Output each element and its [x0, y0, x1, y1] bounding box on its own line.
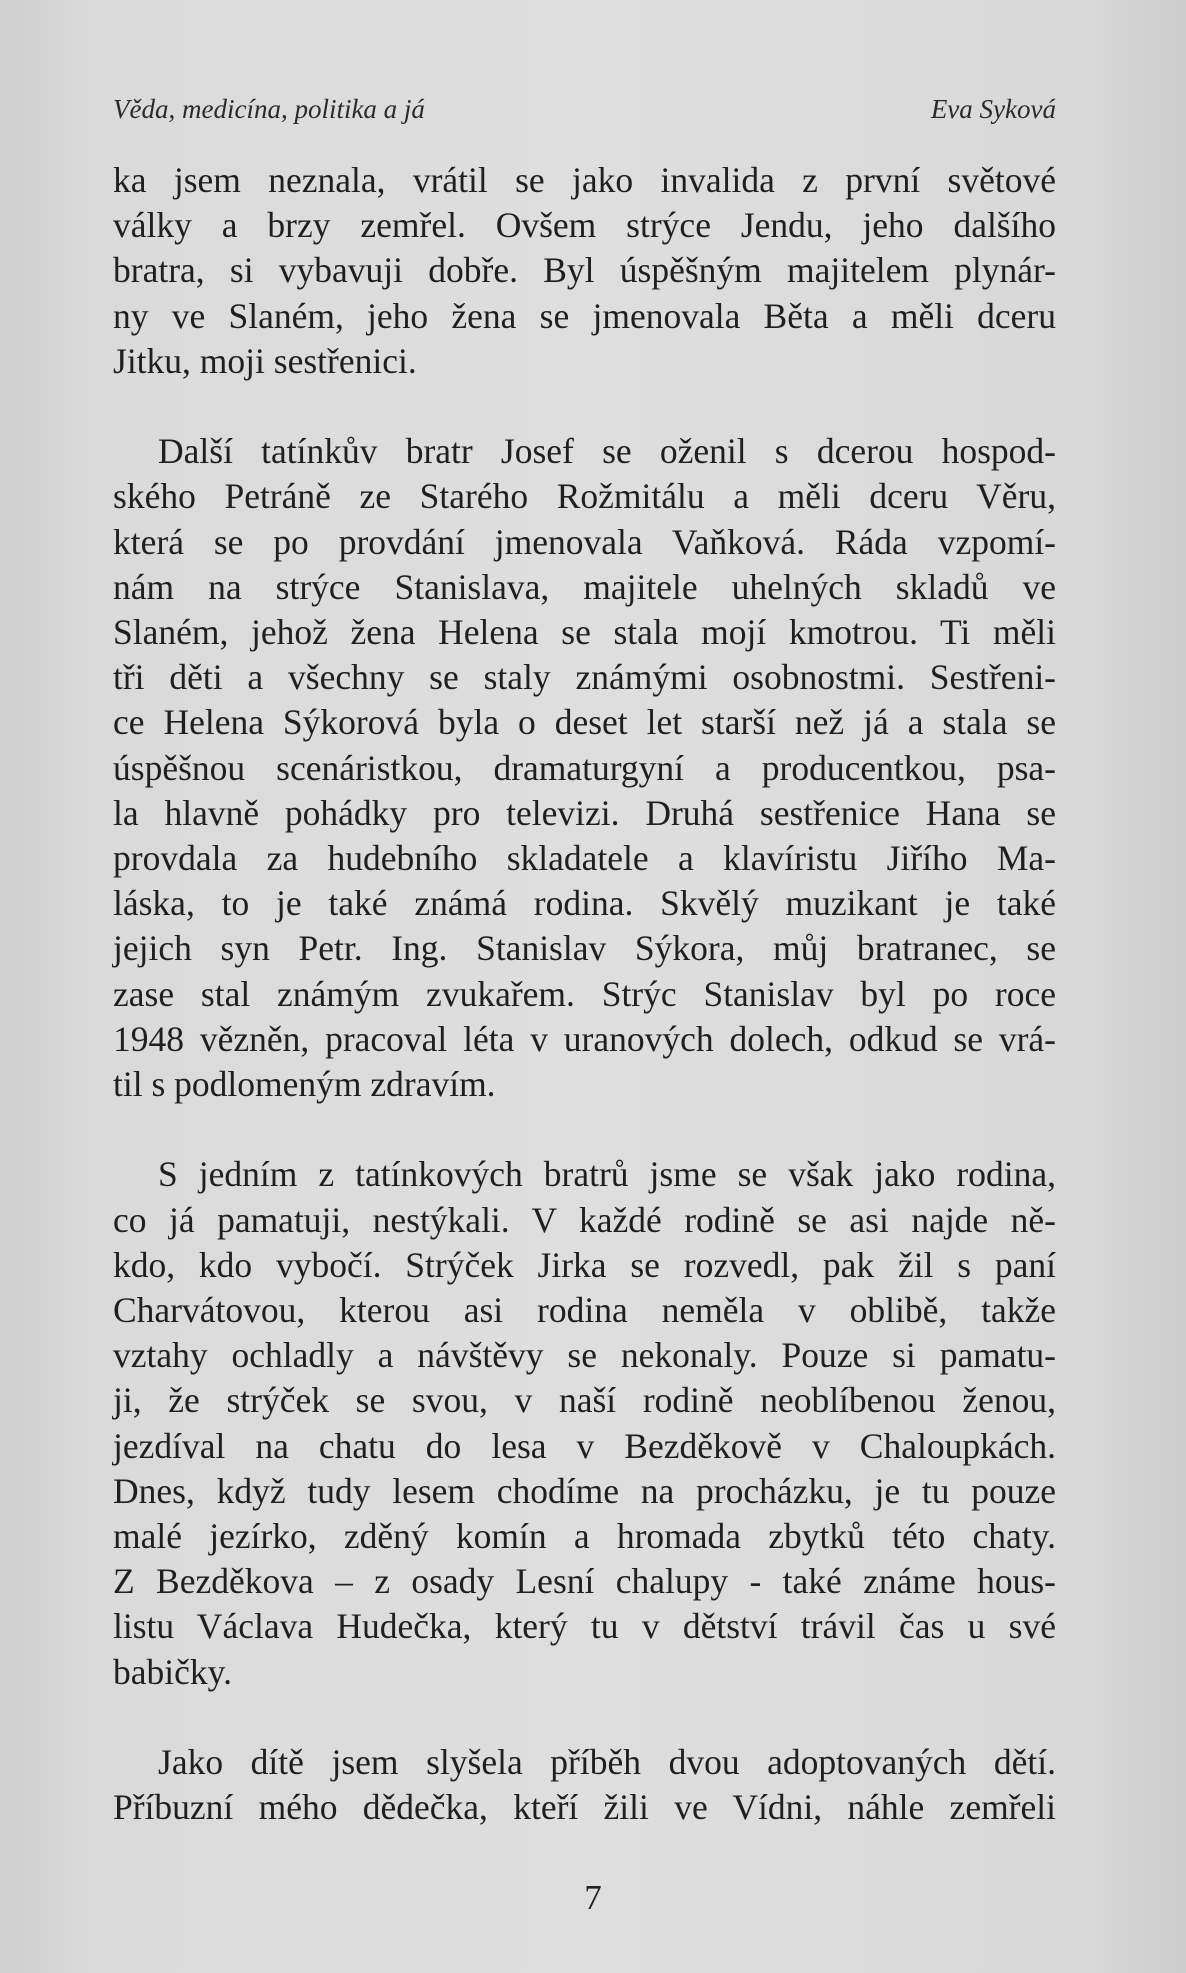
text-line: S jedním z tatínkových bratrů jsme se však jako rodina,	[158, 1154, 1056, 1195]
text-line: malé jezírko, zděný komín a hromada zbytků této chaty.	[113, 1516, 1056, 1557]
text-line: babičky.	[113, 1651, 232, 1692]
text-line: la hlavně pohádky pro televizi. Druhá sestřenice Hana se	[113, 792, 1056, 833]
text-line: která se po provdání jmenovala Vaňková. Ráda vzpomí-	[113, 521, 1056, 562]
text-line: vztahy ochladly a návštěvy se nekonaly. Pouze si pamatu-	[113, 1335, 1056, 1376]
text-line: Z Bezděkova – z osady Lesní chalupy - také známe hous-	[113, 1561, 1056, 1602]
text-line: Další tatínkův bratr Josef se oženil s dcerou hospod-	[158, 431, 1056, 472]
text-line: ny ve Slaném, jeho žena se jmenovala Běta a měli dceru	[113, 295, 1056, 336]
body-text	[113, 158, 1056, 1830]
text-line: láska, to je také známá rodina. Skvělý muzikant je také	[113, 883, 1056, 924]
text-line: kdo, kdo vybočí. Strýček Jirka se rozvedl, pak žil s paní	[113, 1244, 1056, 1285]
text-line: úspěšnou scenáristkou, dramaturgyní a producentkou, psa-	[113, 747, 1056, 788]
paragraph-gap	[113, 384, 1056, 429]
text-line: Dnes, když tudy lesem chodíme na procházku, je tu pouze	[113, 1470, 1056, 1511]
text-line: ského Petráně ze Starého Rožmitálu a měli dceru Věru,	[113, 476, 1056, 517]
paragraph	[113, 1740, 1056, 1830]
text-line: tři děti a všechny se staly známými osobnostmi. Sestřeni-	[113, 657, 1056, 698]
text-line: ji, že strýček se svou, v naší rodině neoblíbenou ženou,	[113, 1380, 1056, 1421]
text-line: ce Helena Sýkorová byla o deset let starší než já a stala se	[113, 702, 1056, 743]
text-line: co já pamatuji, nestýkali. V každé rodině se asi najde ně-	[113, 1199, 1056, 1240]
paragraph-gap	[113, 1695, 1056, 1740]
text-line: Jako dítě jsem slyšela příběh dvou adoptovaných dětí.	[158, 1742, 1056, 1783]
text-line: Jitku, moji sestřenici.	[113, 340, 417, 381]
text-line: jezdíval na chatu do lesa v Bezděkově v Chaloupkách.	[113, 1425, 1056, 1466]
text-line: listu Václava Hudečka, který tu v dětství trávil čas u své	[113, 1606, 1056, 1647]
text-line: jejich syn Petr. Ing. Stanislav Sýkora, můj bratranec, se	[113, 928, 1056, 969]
text-line: války a brzy zemřel. Ovšem strýce Jendu, jeho dalšího	[113, 205, 1056, 246]
page-number: 7	[584, 1878, 602, 1917]
text-line: bratra, si vybavuji dobře. Byl úspěšným majitelem plynár-	[113, 250, 1056, 291]
text-line: provdala za hudebního skladatele a klavíristu Jiřího Ma-	[113, 838, 1056, 879]
paragraph	[113, 429, 1056, 1107]
header-book-title: Věda, medicína, politika a já	[113, 94, 425, 124]
text-line: Charvátovou, kterou asi rodina neměla v oblibě, takže	[113, 1290, 1056, 1331]
text-line: ka jsem neznala, vrátil se jako invalida z první světové	[113, 160, 1056, 200]
text-line: zase stal známým zvukařem. Strýc Stanislav byl po roce	[113, 973, 1056, 1014]
running-header	[113, 94, 1056, 125]
text-line: nám na strýce Stanislava, majitele uhelných skladů ve	[113, 566, 1056, 607]
paragraph	[113, 1152, 1056, 1694]
paragraph	[113, 158, 1056, 384]
text-line: Příbuzní mého dědečka, kteří žili ve Vídni, náhle zemřeli	[113, 1787, 1056, 1828]
header-author: Eva Syková	[930, 94, 1056, 124]
paragraph-gap	[113, 1107, 1056, 1152]
text-line: til s podlomeným zdravím.	[113, 1064, 496, 1105]
text-line: Slaném, jehož žena Helena se stala mojí kmotrou. Ti měli	[113, 612, 1056, 653]
text-line: 1948 vězněn, pracoval léta v uranových dolech, odkud se vrá-	[113, 1018, 1056, 1059]
